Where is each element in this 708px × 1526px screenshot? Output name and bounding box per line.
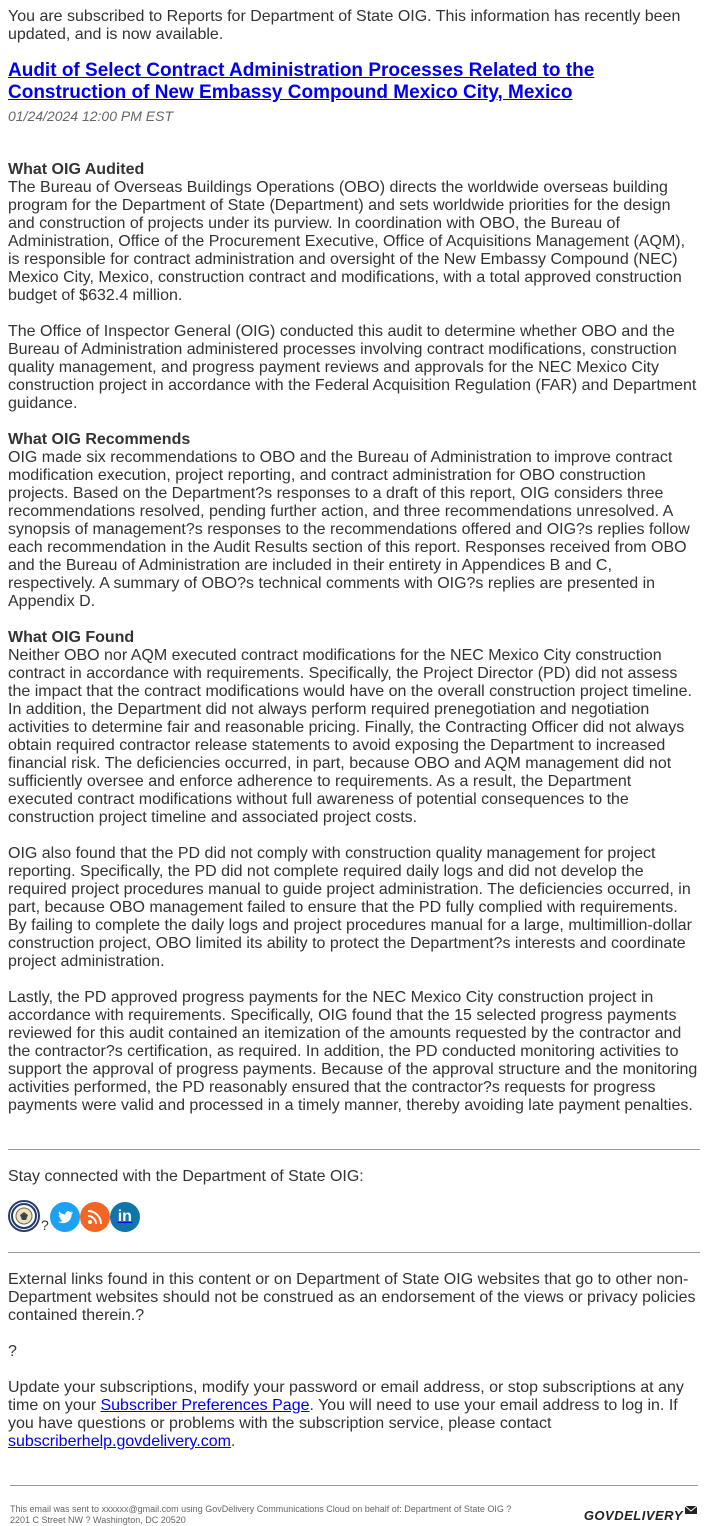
stray-question-mark: ? — [8, 1343, 17, 1360]
stay-connected-text: Stay connected with the Department of State OIG: — [8, 1168, 364, 1185]
section-paragraph: The Bureau of Overseas Buildings Operations (OBO) directs the worldwide overseas building program for the Department of State (Department) and sets worldwide priorities for the design and construction of projects under its purview. In coordination with OBO, the Bureau of Administration, Office of the Procurement Executive, Office of Acquisitions Management (AQM), is responsible for contract administration and oversight of the New Embassy Compound (NEC) Mexico City, Mexico, construction contract and modifications, with a total approved construction budget of $632.4 million. — [8, 179, 686, 304]
section-paragraph: OIG also found that the PD did not comply with construction quality management for project reporting. Specifically, the PD did not complete required daily logs and did not develop the required project procedures manual to guide project administration. The deficiencies occurred, in part, because OBO management failed to ensure that the PD fully complied with requirements. By failing to complete the daily logs and project procedures manual for a large, multimillion-dollar construction project, OBO limited its ability to protect the Department?s interests and coordinate project administration. — [8, 845, 692, 970]
social-links — [8, 1200, 700, 1232]
subscriber-help-link[interactable]: subscriberhelp.govdelivery.com — [8, 1433, 231, 1450]
section-audited — [8, 161, 700, 413]
divider — [8, 1252, 700, 1253]
state-seal-icon[interactable] — [8, 1200, 40, 1232]
section-heading-recommends: What OIG Recommends — [8, 431, 191, 448]
subscriber-preferences-link[interactable]: Subscriber Preferences Page — [100, 1397, 310, 1414]
email-footer — [0, 1486, 708, 1526]
govdelivery-logo[interactable] — [584, 1508, 698, 1523]
twitter-icon[interactable] — [50, 1202, 80, 1232]
section-recommends — [8, 431, 700, 611]
rss-icon[interactable] — [80, 1202, 110, 1232]
subscription-intro: You are subscribed to Reports for Department of State OIG. This information has recently been updated, and is now available. — [8, 8, 681, 43]
subscription-preferences-text: Update your subscriptions, modify your password or email address, or stop subscriptions at any time on your Subscriber Preferences Page. You will need to use your email address to log in. If you have questions or problems with the subscription service, please contact subscriberhelp.govdelivery.com. — [8, 1379, 684, 1450]
section-found — [8, 629, 700, 1115]
divider — [8, 1149, 700, 1150]
section-paragraph: Neither OBO nor AQM executed contract modifications for the NEC Mexico City construction contract in accordance with requirements. Specifically, the Project Director (PD) did not assess the impact that the contract modifications would have on the overall construction project timeline. In addition, the Department did not always perform required prenegotiation and negotiation activities to determine fair and reasonable pricing. Finally, the Contracting Officer did not always obtain required contractor release statements to avoid exposing the Department to increased financial risk. The deficiencies occurred, in part, because OBO and AQM management did not sufficiently oversee and enforce adherence to requirements. As a result, the Department executed contract modifications without full awareness of potential consequences to the construction project timeline and associated project costs. — [8, 647, 692, 826]
external-links-disclaimer: External links found in this content or on Department of State OIG websites that go to other non-Department websites should not be construed as an endorsement of the views or privacy policies contained therein.? — [8, 1271, 696, 1324]
report-date: 01/24/2024 12:00 PM EST — [8, 108, 173, 124]
section-heading-found: What OIG Found — [8, 629, 135, 646]
footer-address: 2201 C Street NW ? Washington, DC 20520 — [10, 1515, 186, 1525]
govdelivery-wordmark: GOVDELIVERY — [583, 1508, 683, 1523]
linkedin-icon[interactable]: in — [110, 1202, 140, 1232]
footer-text — [10, 1504, 511, 1526]
separator-text: ? — [41, 1217, 49, 1233]
report-title-link[interactable]: Audit of Select Contract Administration Processes Related to the Construction of New Embassy Compound Mexico City, Mexico — [8, 60, 595, 103]
section-paragraph: Lastly, the PD approved progress payments for the NEC Mexico City construction project in accordance with requirements. Specifically, OIG found that the 15 selected progress payments reviewed for this audit contained an itemization of the amounts requested by the contractor and the contractor?s certification, as required. In addition, the PD conducted monitoring activities to support the approval of progress payments. Because of the approval structure and the monitoring activities performed, the PD reasonably ensured that the contractor?s requests for progress payments were valid and processed in a timely manner, thereby avoiding late payment penalties. — [8, 989, 698, 1114]
section-paragraph: The Office of Inspector General (OIG) conducted this audit to determine whether OBO and the Bureau of Administration administered processes involving contract modifications, construction quality management, and progress payment reviews and approvals for the NEC Mexico City construction project in accordance with the Federal Acquisition Regulation (FAR) and Department guidance. — [8, 323, 697, 412]
section-paragraph: OIG made six recommendations to OBO and the Bureau of Administration to improve contract modification execution, project reporting, and contract administration for OBO construction projects. Based on the Department?s responses to a draft of this report, OIG considers three recommendations resolved, pending further action, and three recommendations unresolved. A synopsis of management?s responses to the recommendations offered and OIG?s replies follow each recommendation in the Audit Results section of this report. Responses received from OBO and the Bureau of Administration are included in their entirety in Appendices B and C, respectively. A summary of OBO?s technical comments with OIG?s replies are presented in Appendix D. — [8, 449, 690, 610]
section-heading-audited: What OIG Audited — [8, 161, 145, 178]
footer-sent-to: This email was sent to xxxxxx@gmail.com using GovDelivery Communications Cloud on behalf of: Department of State OIG ? — [10, 1504, 512, 1514]
